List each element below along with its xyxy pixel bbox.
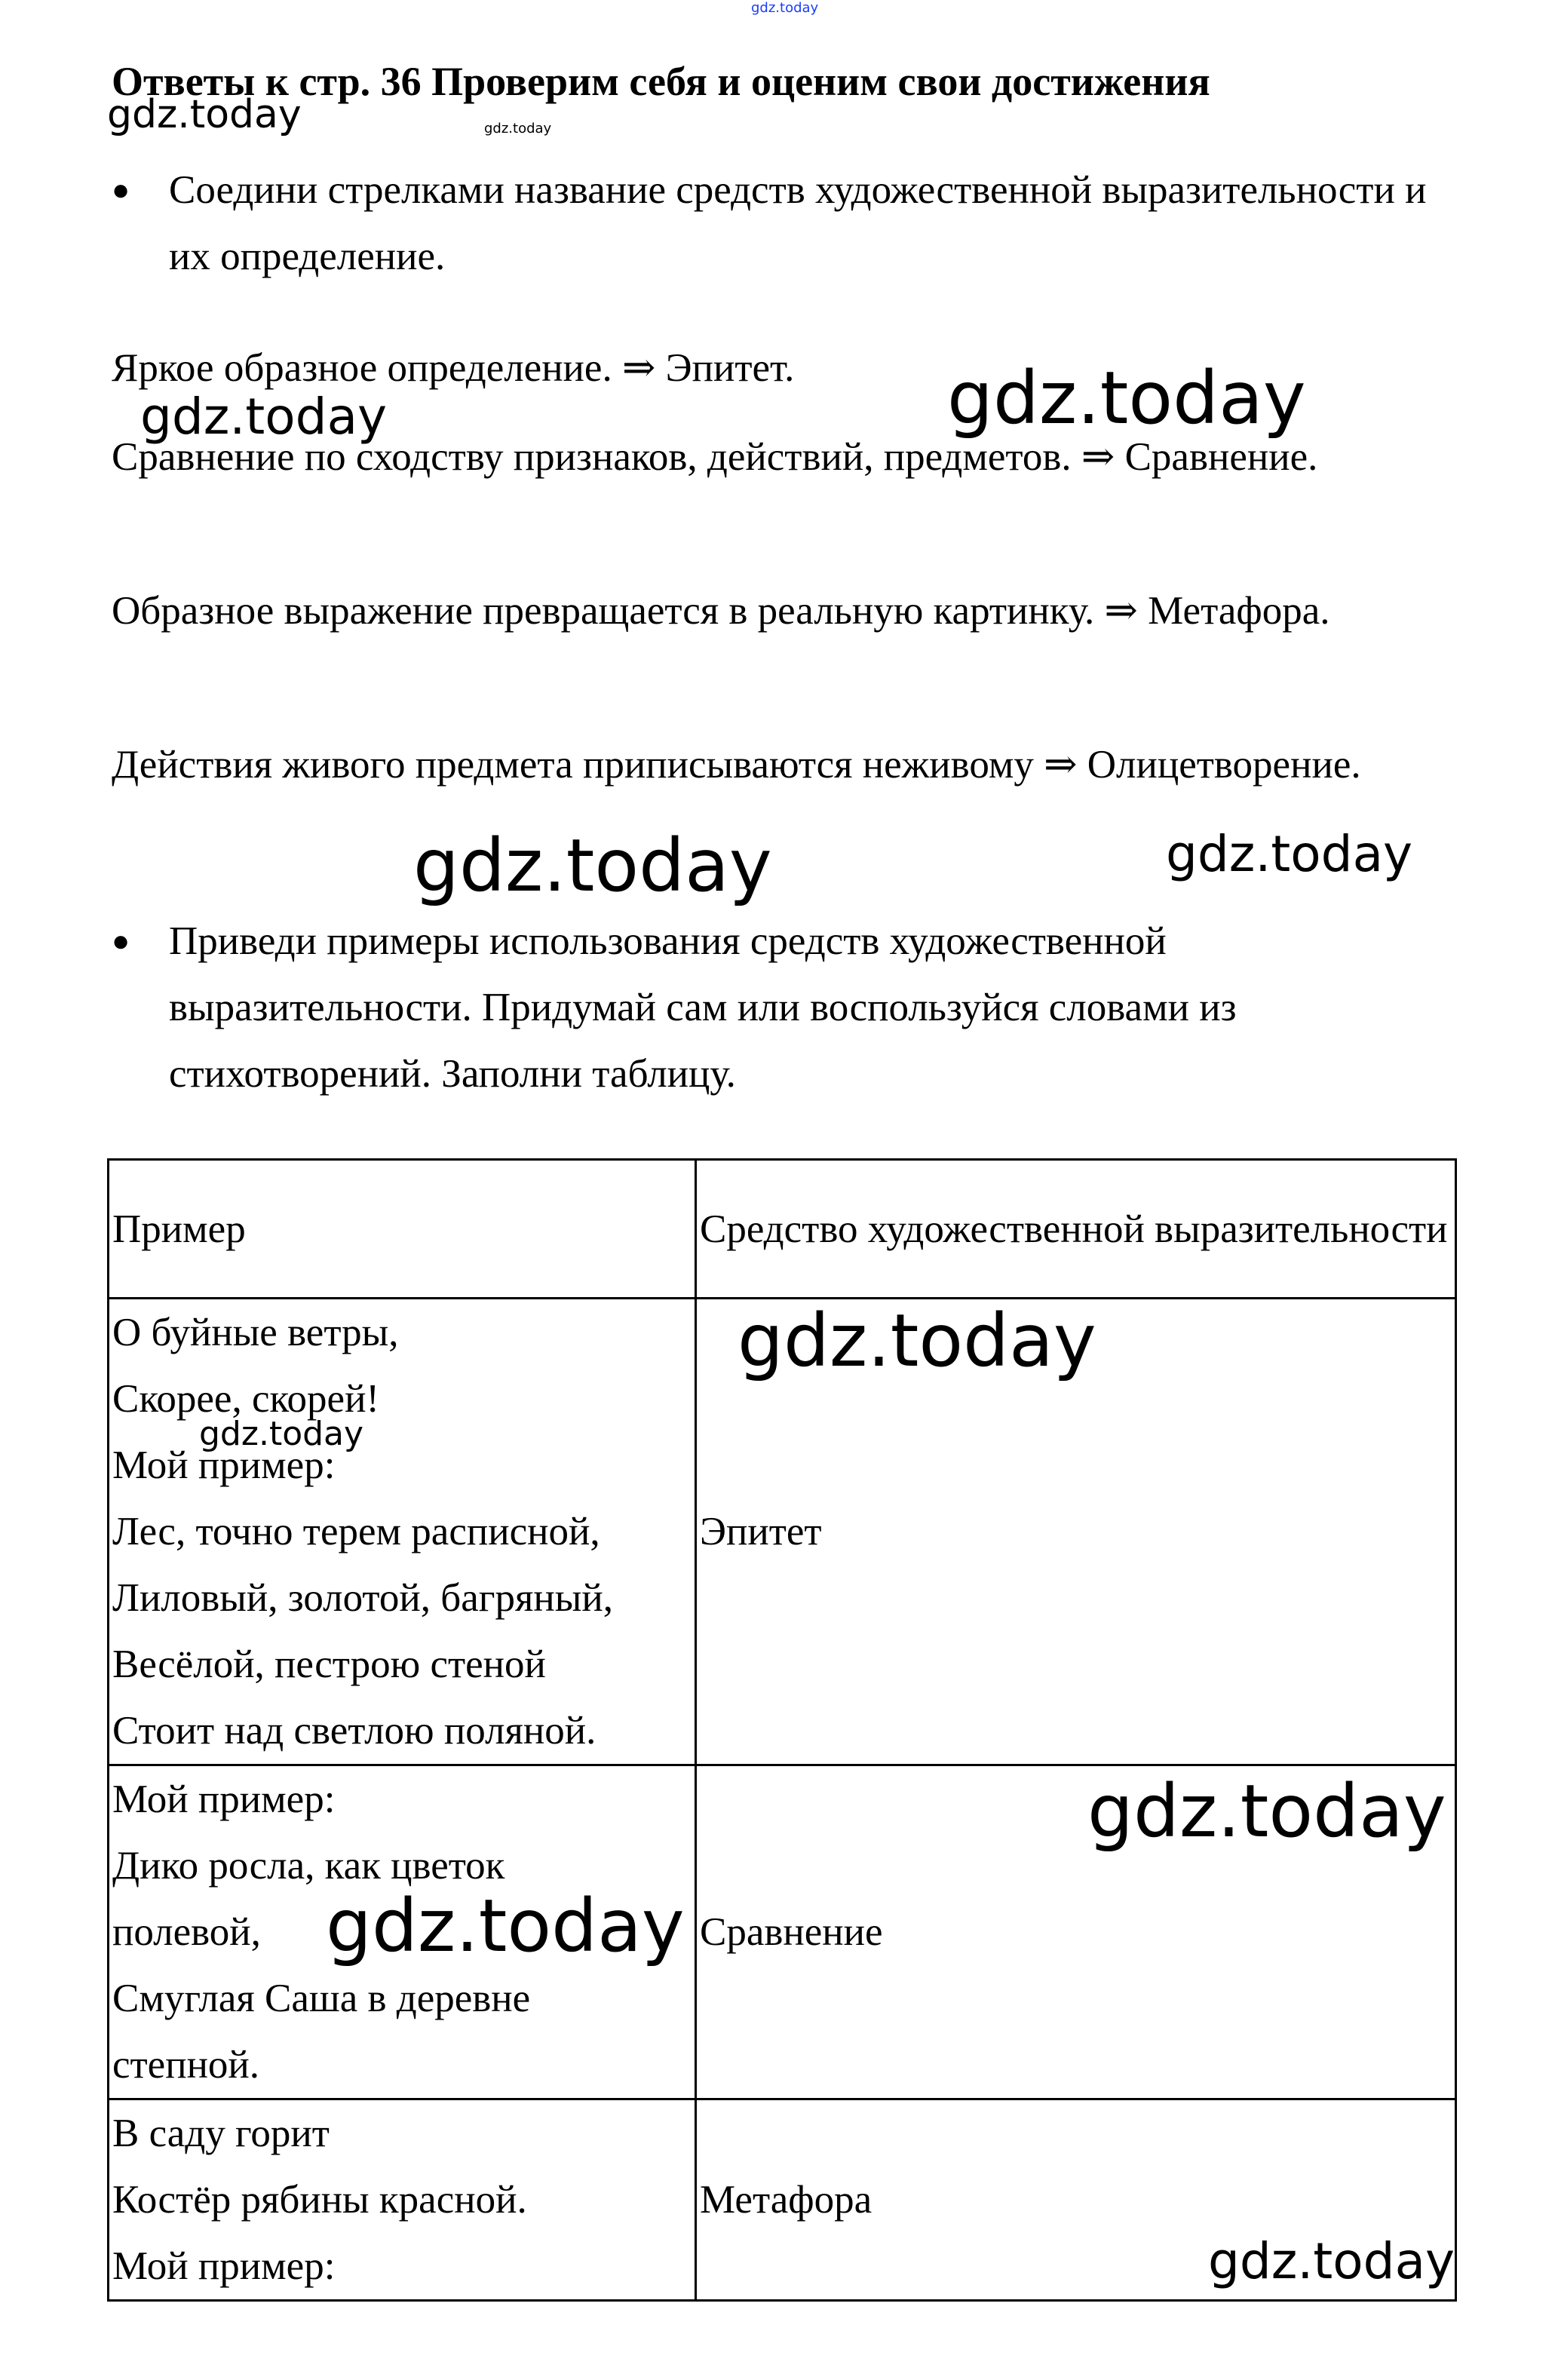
task-2 — [112, 908, 1469, 1107]
example-line: степной. — [112, 2043, 260, 2087]
answer-1: Яркое образное определение. ⇒ Эпитет. — [112, 346, 795, 390]
example-cell — [109, 1299, 696, 1765]
watermark: gdz.today — [140, 388, 388, 446]
table-row — [109, 1765, 1456, 2099]
table-header-row — [109, 1160, 1456, 1299]
page-title: Ответы к стр. 36 Проверим себя и оценим свои достижения — [112, 59, 1210, 104]
task-2-text: Приведи примеры использования средств художественной выразительности. Придумай сам или воспользуйся словами из стихотворений. Заполни таблицу. — [169, 919, 1237, 1096]
answer-3: Образное выражение превращается в реальную картинку. ⇒ Метафора. — [112, 589, 1330, 633]
task-1 — [112, 157, 1469, 290]
table-header-cell: Средство художественной выразительности — [696, 1160, 1456, 1299]
example-line: Скорее, скорей! — [112, 1377, 380, 1421]
task-1-text: Соедини стрелками название средств художественной выразительности и их определение. — [169, 168, 1427, 278]
watermark: gdz.today — [738, 1299, 1096, 1383]
example-line: Стоит над светлою поляной. — [112, 1709, 596, 1753]
watermark: gdz.today — [947, 356, 1306, 440]
example-line: В саду горит — [112, 2112, 330, 2155]
table-row — [109, 1299, 1456, 1765]
watermark: gdz.today — [413, 823, 772, 908]
table-header-cell: Пример — [109, 1160, 696, 1299]
example-line: Лиловый, золотой, багряный, — [112, 1576, 613, 1620]
device-cell: Метафора — [696, 2099, 1456, 2301]
device-cell: Сравнение — [696, 1765, 1456, 2099]
example-cell — [109, 1765, 696, 2099]
watermark: gdz.today — [1166, 825, 1413, 883]
table-row — [109, 2099, 1456, 2301]
watermark: gdz.today — [484, 121, 552, 136]
example-cell — [109, 2099, 696, 2301]
watermark: gdz.today — [751, 0, 819, 16]
example-line: Лес, точно терем расписной, — [112, 1510, 600, 1553]
example-line: О буйные ветры, — [112, 1311, 399, 1354]
example-line: Мой пример: — [112, 1777, 336, 1821]
watermark: gdz.today — [1208, 2232, 1455, 2290]
bullet-icon: ● — [112, 924, 130, 958]
watermark: gdz.today — [326, 1884, 685, 1968]
example-line: Мой пример: — [112, 1443, 336, 1487]
example-line: Весёлой, пестрою стеной — [112, 1642, 546, 1686]
watermark: gdz.today — [199, 1415, 364, 1453]
watermark: gdz.today — [107, 92, 302, 137]
watermark: gdz.today — [1087, 1769, 1446, 1854]
answers-table — [107, 1158, 1457, 2302]
example-line: полевой, — [112, 1910, 261, 1954]
device-cell: Эпитет — [696, 1299, 1456, 1765]
answer-4: Действия живого предмета приписываются неживому ⇒ Олицетворение. — [112, 743, 1361, 787]
bullet-icon: ● — [112, 173, 130, 207]
example-line: Смуглая Саша в деревне — [112, 1977, 531, 2020]
example-line: Дико росла, как цветок — [112, 1844, 505, 1888]
answer-2: Сравнение по сходству признаков, действий, предметов. ⇒ Сравнение. — [112, 435, 1318, 479]
example-line: Костёр рябины красной. — [112, 2178, 527, 2222]
example-line: Мой пример: — [112, 2244, 336, 2288]
